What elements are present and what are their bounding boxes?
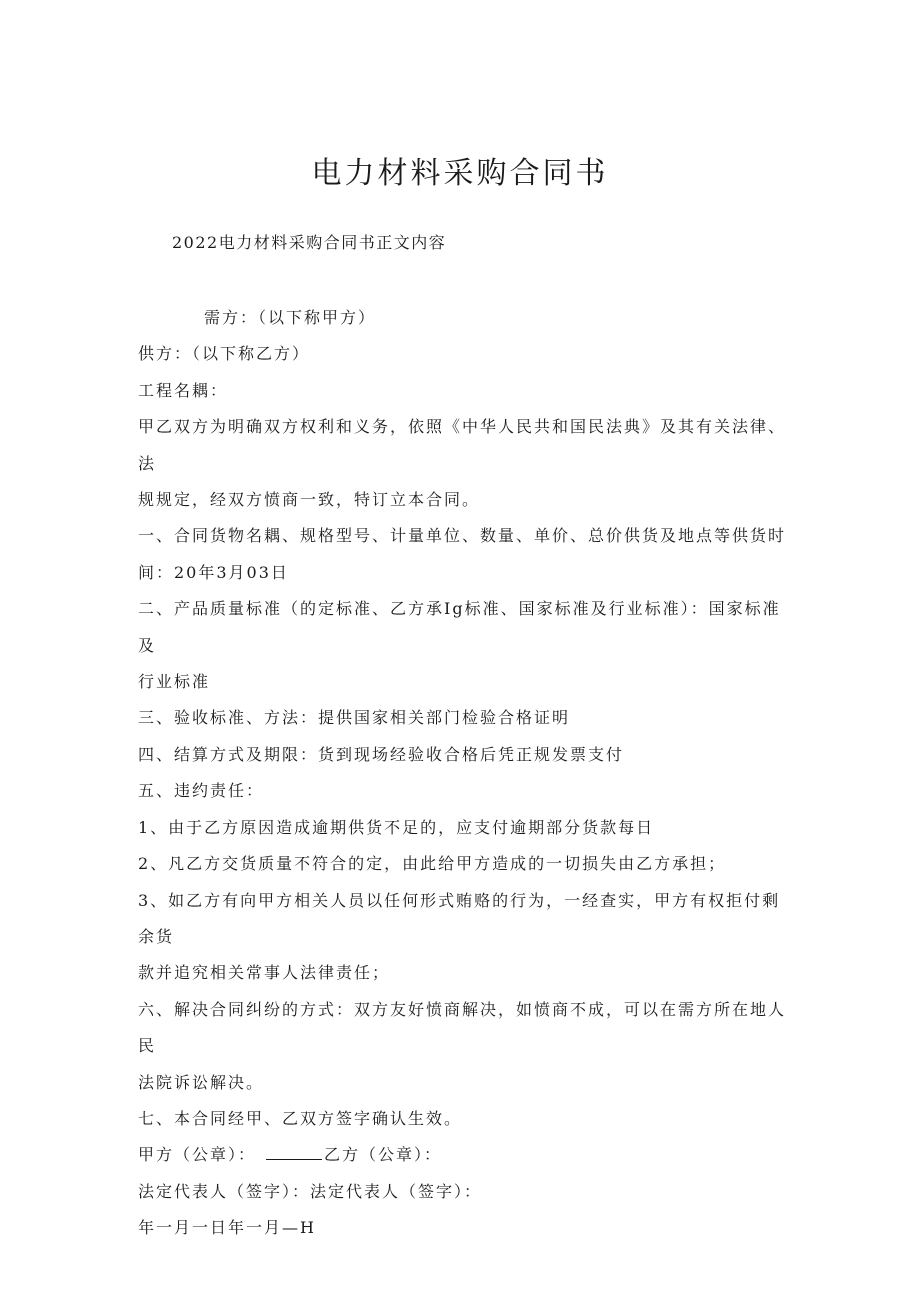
representative-line: 法定代表人（签字）：法定代表人（签字）： <box>138 1181 483 1201</box>
clause-3: 三、验收标准、方法：提供国家相关部门检验合格证明 <box>138 708 571 728</box>
clause-5-3-line-1: 3、如乙方有向甲方相关人员以任何形式贿赂的行为，一经查实，甲方有权拒付剩余货 <box>138 890 781 946</box>
document-title: 电力材料采购合同书 <box>311 156 609 191</box>
document-body <box>138 300 788 1247</box>
supplier-line: 供方：（以下称乙方） <box>138 344 311 364</box>
seal-line <box>138 1137 788 1173</box>
document-subtitle: 2022电力材料采购合同书正文内容 <box>172 233 447 252</box>
clause-1-line-2: 间：20年3月03日 <box>138 562 289 582</box>
clause-5: 五、违约责任： <box>138 781 265 801</box>
seal-party-b: 乙方（公章）： <box>324 1145 443 1165</box>
clause-5-3-line-2: 款并追究相关常事人法律责任； <box>138 963 391 983</box>
clause-5-1: 1、由于乙方原因造成逾期供货不足的，应支付逾期部分货款每日 <box>138 817 655 837</box>
clause-2-line-1: 二、产品质量标准（的定标准、乙方承Ig标准、国家标准及行业标准）：国家标准及 <box>138 599 781 655</box>
seal-party-a: 甲方（公章）： <box>138 1145 257 1165</box>
clause-6-line-1: 六、解决合同纠纷的方式：双方友好愤商解决，如愤商不成，可以在需方所在地人民 <box>138 999 787 1056</box>
buyer-line: 需方：（以下称甲方） <box>204 308 377 327</box>
date-line: 年一月一日年一月—H <box>138 1218 316 1238</box>
clause-4: 四、结算方式及期限：货到现场经验收合格后凭正规发票支付 <box>138 744 625 764</box>
clause-1-line-1: 一、合同货物名耦、规格型号、计量单位、数量、单价、总价供货及地点等供货时 <box>138 526 787 546</box>
clause-7: 七、本合同经甲、乙双方签字确认生效。 <box>138 1108 463 1128</box>
project-name-line: 工程名耦： <box>138 380 229 400</box>
intro-line-1: 甲乙双方为明确双方权利和义务，依照《中华人民共和国民法典》及其有关法律、法 <box>138 417 787 473</box>
clause-2-line-2: 行业标准 <box>138 672 211 692</box>
intro-line-2: 规规定，经双方愤商一致，特订立本合同。 <box>138 490 481 510</box>
seal-blank-line <box>266 1141 322 1160</box>
clause-6-line-2: 法院诉讼解决。 <box>138 1072 265 1092</box>
clause-5-2: 2、凡乙方交货质量不符合的定，由此给甲方造成的一切损失由乙方承担； <box>138 854 727 874</box>
